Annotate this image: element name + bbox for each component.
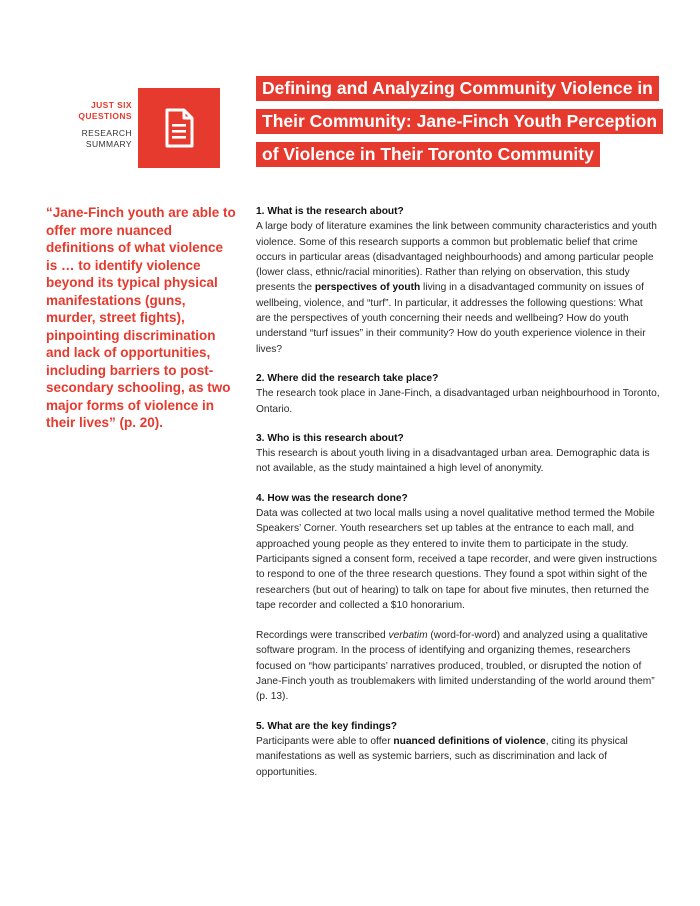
- series-title: [40, 100, 132, 122]
- section-research-about: [256, 204, 660, 357]
- section-research-method: [256, 491, 660, 705]
- publication-brand: [40, 100, 132, 150]
- emphasis-text: perspectives of youth: [314, 282, 421, 294]
- body-text: Participants were able to offer: [256, 735, 394, 747]
- section-research-location: [256, 371, 660, 417]
- body-text: (word-for-word) and analyzed using a qualitative software program. In the process of identifying and organizing themes, researchers focused on “how participants’ narratives produced, troubled, or disrupted the notion of Jane-Finch youth as troublemakers with limited understanding of the world around them” (p. 13).: [256, 630, 655, 703]
- section-body: [256, 219, 660, 357]
- section-heading: 4. How was the research done?: [256, 492, 408, 504]
- section-research-subjects: [256, 431, 660, 477]
- series-title-line: QUESTIONS: [78, 111, 132, 121]
- section-body: Data was collected at two local malls using a novel qualitative method termed the Mobile Speakers’ Corner. Youth researchers set up tables at the entrance to each mall, and approached young people as they entered to invite them to participate in the study. Participants signed a consent form, received a tape recorder, and were given instructions to respond to one of the three research questions. They found a spot within sight of the researchers (but out of hearing) to talk on tape for about five minutes, then returned the tape recorder and collected a $10 honorarium.: [256, 508, 657, 611]
- series-subtitle-line: SUMMARY: [85, 139, 132, 149]
- document-icon: [162, 107, 196, 149]
- body-text: living in a disadvantaged community on issues of wellbeing, violence, and “turf”. In particular, it addresses the following questions: What are the perspectives of youth concerning their needs and wellbeing? How do youth understand “turf issues” in their community? How do youth experience violence in their lives?: [256, 282, 646, 355]
- emphasis-text: nuanced definitions of violence: [393, 735, 546, 747]
- series-subtitle: [40, 128, 132, 150]
- section-body: [256, 734, 660, 780]
- body-text: Recordings were transcribed: [256, 630, 389, 642]
- page-title: [256, 76, 676, 175]
- section-heading: 5. What are the key findings?: [256, 720, 397, 732]
- page-title-line: Their Community: Jane-Finch Youth Perception: [256, 109, 663, 134]
- summary-content: [256, 204, 660, 794]
- section-heading: 3. Who is this research about?: [256, 432, 404, 444]
- page-title-line: of Violence in Their Toronto Community: [256, 142, 600, 167]
- section-body: The research took place in Jane-Finch, a disadvantaged urban neighbourhood in Toronto, Ontario.: [256, 388, 660, 415]
- page-title-line: Defining and Analyzing Community Violence in: [256, 76, 659, 101]
- series-title-line: JUST SIX: [91, 100, 132, 110]
- section-body: This research is about youth living in a disadvantaged urban area. Demographic data is not available, as the study maintained a high level of anonymity.: [256, 448, 650, 475]
- section-body: [256, 628, 660, 704]
- italic-text: verbatim: [388, 630, 428, 642]
- body-text: , citing its physical manifestations as well as systemic barriers, such as discrimination and lack of opportunities.: [256, 735, 628, 778]
- body-text: A large body of literature examines the link between community characteristics and youth violence. Some of this research supports a common but problematic belief that crime occurs in particular areas (disadvantaged neighbourhoods) and among particular people (lower class, ethnic/racial minorities). Rather than relying on observation, this study presents the: [256, 221, 657, 294]
- section-heading: 1. What is the research about?: [256, 206, 404, 217]
- series-subtitle-line: RESEARCH: [81, 128, 132, 138]
- document-icon-badge: [138, 88, 220, 168]
- section-heading: 2. Where did the research take place?: [256, 372, 439, 384]
- section-key-findings: [256, 719, 660, 780]
- pull-quote: “Jane-Finch youth are able to offer more nuanced definitions of what violence is … to identify violence beyond its typical physical manifestations (guns, murder, street fights), pinpointing discrimination and lack of opportunities, including barriers to post-secondary schooling, as two major forms of violence in their lives” (p. 20).: [46, 205, 236, 430]
